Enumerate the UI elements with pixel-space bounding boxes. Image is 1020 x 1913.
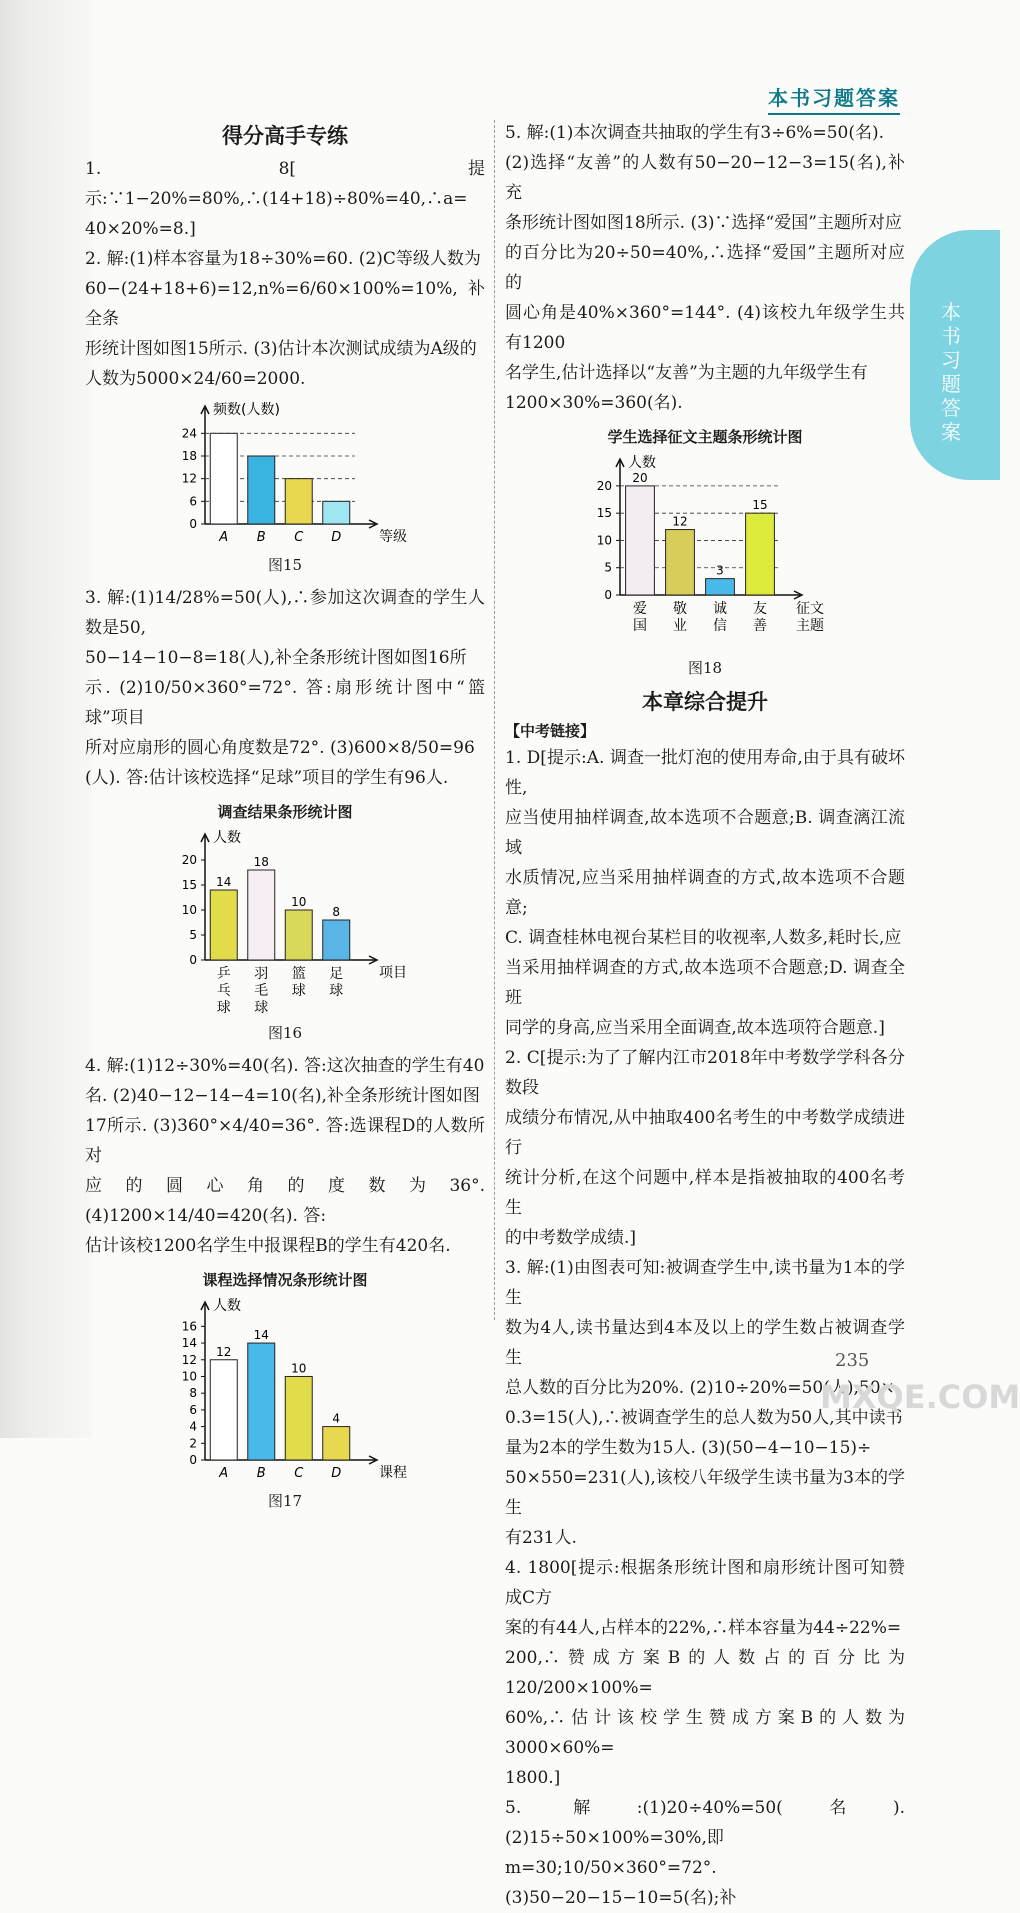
y-tick-label: 0 [189, 1453, 197, 1467]
text-line: 总人数的百分比为20%. (2)10÷20%=50(人),50× [505, 1378, 895, 1398]
text-line: 4. 1800[提示:根据条形统计图和扇形统计图可知赞成C方 [505, 1558, 905, 1608]
y-axis-label: 人数 [628, 455, 656, 471]
x-tick-label: 篮 [291, 966, 306, 982]
y-axis-label: 人数 [213, 1298, 241, 1314]
book-binding [0, 0, 92, 1438]
text-line: 示. (2)10/50×360°=72°. 答:扇形统计图中“篮球”项目 [85, 678, 485, 728]
figure-caption: 图16 [267, 1024, 303, 1042]
x-axis-label: 课程 [379, 1465, 407, 1481]
x-axis-label: 等级 [379, 529, 407, 545]
x-tick-label: 敬 [673, 601, 687, 617]
y-axis-label: 频数(人数) [213, 402, 280, 418]
y-tick-label: 5 [189, 928, 197, 942]
y-tick-label: 10 [181, 903, 197, 917]
x-tick-label: 球 [216, 1000, 231, 1016]
bar [285, 910, 312, 960]
bar [248, 870, 275, 960]
text-line: 0.3=15(人),∴被调查学生的总人数为50人,其中读书 [505, 1408, 903, 1428]
bar [248, 1343, 275, 1460]
page-header: 本书习题答案 [768, 82, 900, 115]
y-tick-label: 20 [596, 478, 612, 493]
text-line: 1200×30%=360(名). [505, 393, 683, 413]
bar [210, 433, 237, 524]
text-line: 60−(24+18+6)=12,n%=6/60×100%=10%,补全条 [85, 279, 485, 329]
data-label: 8 [332, 905, 341, 919]
data-label: 4 [332, 1411, 341, 1426]
text-line: 同学的身高,应当采用全面调查,故本选项符合题意.] [505, 1018, 885, 1038]
figure-caption: 图17 [267, 1492, 303, 1510]
data-label: 3 [716, 563, 724, 578]
x-tick-label: 乓 [216, 983, 231, 999]
text-line: 3. 解:(1)14/28%=50(人),∴参加这次调查的学生人数是50, [85, 588, 485, 638]
x-tick-label: 业 [673, 618, 687, 634]
x-tick-label: 毛 [254, 983, 269, 999]
bar [323, 920, 350, 960]
text-line: 1. D[提示:A. 调查一批灯泡的使用寿命,由于具有破坏性, [505, 748, 905, 798]
text-line: 50−14−10−8=18(人),补全条形统计图如图16所 [85, 648, 467, 668]
x-tick-label: 诚 [713, 601, 727, 617]
text-line: 条形统计图如图18所示. (3)∵选择“爱国”主题所对应 [505, 213, 902, 233]
text-line: 统计分析,在这个问题中,样本是指被抽取的400名考生 [505, 1168, 905, 1218]
x-tick-label: A [219, 1466, 229, 1481]
y-tick-label: 12 [181, 471, 197, 486]
text-line: 圆心角是40%×360°=144°. (4)该校九年级学生共有1200 [505, 303, 905, 353]
x-tick-label: B [256, 1466, 266, 1481]
text-line: 60%,∴估计该校学生赞成方案B的人数为3000×60%= [505, 1708, 905, 1758]
text-line: m=30;10/50×360°=72°. (3)50−20−15−10=5(名);补 [505, 1858, 737, 1908]
y-tick-label: 5 [604, 560, 612, 575]
exam-answer-4 [505, 1553, 905, 1793]
y-tick-label: 15 [596, 506, 612, 521]
answer-2 [85, 244, 485, 394]
bar [248, 456, 275, 524]
chart-title: 课程选择情况条形统计图 [202, 1271, 368, 1289]
watermark: MXQE.COM [820, 1378, 1020, 1416]
y-tick-label: 24 [181, 426, 197, 441]
y-tick-label: 16 [181, 1319, 197, 1334]
figure-17-bar-chart [165, 1294, 405, 1484]
side-tab-text: 本书习题答案 [941, 300, 961, 444]
text-line: 2. C[提示:为了了解内江市2018年中考数学学科各分数段 [505, 1048, 905, 1098]
text-line: 的中考数学成绩.] [505, 1228, 637, 1248]
text-line: 3. 解:(1)由图表可知:被调查学生中,读书量为1本的学生 [505, 1258, 905, 1308]
text-line: 1. 8[提示:∵1−20%=80%,∴(14+18)÷80%=40,∴a= [85, 159, 485, 209]
figure-15-bar-chart [165, 398, 405, 548]
text-line: 形统计图如图15所示. (3)估计本次测试成绩为A级的 [85, 339, 477, 359]
y-tick-label: 20 [181, 853, 197, 867]
text-line: 数为4人,读书量达到4本及以上的学生数占被调查学生 [505, 1318, 905, 1368]
data-label: 14 [216, 875, 232, 889]
y-tick-label: 0 [604, 588, 612, 602]
data-label: 14 [253, 1328, 269, 1343]
text-line: 名. (2)40−12−14−4=10(名),补全条形统计图如图 [85, 1086, 480, 1106]
x-tick-label: 球 [291, 983, 306, 999]
y-tick-label: 8 [189, 1386, 197, 1401]
x-tick-label: A [219, 530, 229, 545]
x-tick-label: 友 [753, 601, 767, 617]
text-line: 1800.] [505, 1768, 561, 1788]
y-tick-label: 15 [181, 878, 197, 892]
figure-caption: 图15 [267, 556, 303, 574]
bar [626, 486, 655, 595]
text-line: 17所示. (3)360°×4/40=36°. 答:选课程D的人数所对 [85, 1116, 485, 1166]
x-axis-label: 征文 [796, 601, 824, 617]
bar [285, 1376, 312, 1460]
exam-answer-1 [505, 743, 905, 1043]
x-axis-label: 主题 [796, 618, 824, 634]
text-line: 2. 解:(1)样本容量为18÷30%=60. (2)C等级人数为 [85, 249, 481, 269]
y-tick-label: 14 [181, 1336, 197, 1351]
right-column [505, 118, 905, 1913]
bar [706, 579, 735, 595]
left-column [85, 118, 485, 1519]
x-tick-label: 国 [633, 618, 647, 634]
y-tick-label: 10 [181, 1369, 197, 1384]
figure-caption: 图18 [687, 659, 723, 677]
text-line: 名学生,估计选择以“友善”为主题的九年级学生有 [505, 363, 868, 383]
y-axis-label: 人数 [213, 830, 241, 846]
page-number: 235 [835, 1350, 870, 1371]
data-label: 10 [291, 1361, 307, 1376]
x-tick-label: 球 [329, 983, 344, 999]
data-label: 12 [672, 514, 688, 529]
answer-1 [85, 154, 485, 244]
data-label: 15 [752, 498, 768, 513]
y-tick-label: 0 [189, 953, 197, 967]
x-tick-label: C [294, 1466, 304, 1481]
y-tick-label: 4 [189, 1419, 197, 1434]
answer-3 [85, 583, 485, 793]
text-line: 人数为5000×24/60=2000. [85, 369, 306, 389]
text-line: 200,∴赞成方案B的人数占的百分比为120/200×100%= [505, 1648, 905, 1698]
data-label: 18 [253, 855, 269, 869]
x-tick-label: D [331, 1466, 342, 1481]
x-tick-label: 羽 [254, 966, 269, 982]
text-line: 所对应扇形的圆心角度数是72°. (3)600×8/50=96 [85, 738, 475, 758]
x-tick-label: 信 [713, 618, 727, 634]
answer-4 [85, 1051, 485, 1261]
text-line: 成绩分布情况,从中抽取400名考生的中考数学成绩进行 [505, 1108, 905, 1158]
text-line: 有231人. [505, 1528, 577, 1548]
bar [210, 890, 237, 960]
text-line: (2)选择“友善”的人数有50−20−12−3=15(名),补充 [505, 153, 905, 203]
exam-answer-5 [505, 1793, 905, 1913]
bar [210, 1360, 237, 1460]
answer-5 [505, 118, 905, 418]
x-tick-label: C [294, 530, 304, 545]
text-line: 4. 解:(1)12÷30%=40(名). 答:这次抽查的学生有40 [85, 1056, 485, 1076]
bar [285, 479, 312, 524]
bar [323, 501, 350, 524]
x-tick-label: 乒 [216, 966, 231, 982]
y-tick-label: 0 [189, 517, 197, 531]
y-tick-label: 12 [181, 1352, 197, 1367]
column-divider [494, 120, 495, 1320]
y-tick-label: 2 [189, 1436, 197, 1451]
text-line: 5. 解:(1)本次调查共抽取的学生有3÷6%=50(名). [505, 123, 885, 143]
x-axis-label: 项目 [379, 965, 407, 981]
x-tick-label: 善 [753, 618, 767, 634]
data-label: 12 [216, 1344, 232, 1359]
y-tick-label: 6 [189, 494, 197, 509]
text-line: 应当使用抽样调查,故本选项不合题意;B. 调查漓江流域 [505, 808, 905, 858]
y-tick-label: 10 [596, 533, 612, 548]
x-tick-label: 爱 [633, 601, 647, 617]
text-line: 5. 解:(1)20÷40%=50(名). (2)15÷50×100%=30%,即 [505, 1798, 905, 1848]
x-tick-label: 球 [254, 1000, 269, 1016]
x-tick-label: 足 [329, 966, 344, 982]
section-title: 得分高手专练 [222, 123, 348, 148]
y-tick-label: 6 [189, 1402, 197, 1417]
data-label: 20 [632, 470, 648, 485]
text-line: 应的圆心角的度数为36°. (4)1200×14/40=420(名). 答: [85, 1176, 485, 1226]
text-line: (人). 答:估计该校选择“足球”项目的学生有96人. [85, 768, 449, 788]
x-tick-label: B [256, 530, 266, 545]
data-label: 10 [291, 895, 307, 909]
chart-title: 调查结果条形统计图 [217, 803, 353, 821]
text-line: 案的有44人,占样本的22%,∴样本容量为44÷22%= [505, 1618, 902, 1638]
figure-16-bar-chart [165, 826, 405, 1016]
section-tag: 【中考链接】 [505, 722, 596, 740]
text-line: 的百分比为20÷50=40%,∴选择“爱国”主题所对应的 [505, 243, 905, 293]
text-line: 量为2本的学生数为15人. (3)(50−4−10−15)÷ [505, 1438, 872, 1458]
exam-answer-2 [505, 1043, 905, 1253]
text-line: 40×20%=8.] [85, 219, 196, 239]
text-line: 50×550=231(人),该校八年级学生读书量为3本的学生 [505, 1468, 905, 1518]
x-tick-label: D [331, 530, 342, 545]
figure-18-bar-chart [580, 451, 830, 651]
text-line: 水质情况,应当采用抽样调查的方式,故本选项不合题意; [505, 868, 905, 918]
bar [746, 513, 775, 595]
bar [323, 1427, 350, 1460]
bar [666, 530, 695, 595]
y-tick-label: 18 [181, 449, 197, 463]
chart-title: 学生选择征文主题条形统计图 [607, 428, 803, 446]
text-line: 当采用抽样调查的方式,故本选项不合题意;D. 调查全班 [505, 958, 905, 1008]
section-title: 本章综合提升 [642, 689, 768, 714]
text-line: C. 调查桂林电视台某栏目的收视率,人数多,耗时长,应 [505, 928, 902, 948]
text-line: 估计该校1200名学生中报课程B的学生有420名. [85, 1236, 451, 1256]
